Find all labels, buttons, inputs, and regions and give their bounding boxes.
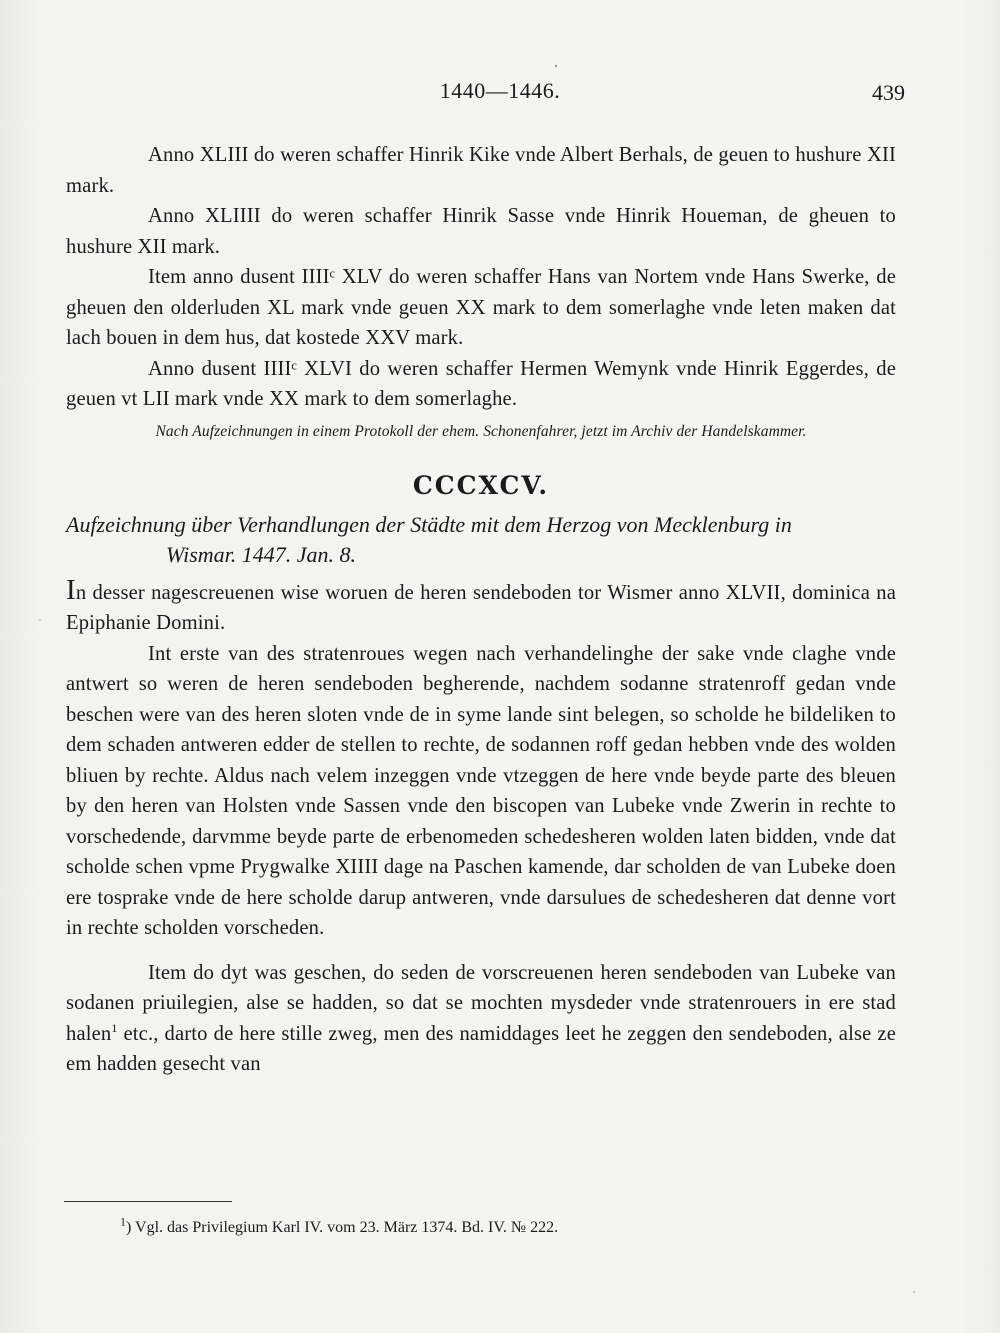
source-note: Nach Aufzeichnungen in einem Protokoll der ehem. Schonenfahrer, jetzt im Archiv der Handelskammer. [155, 422, 807, 440]
page-content [66, 140, 896, 1080]
page-number: 439 [872, 80, 905, 105]
entry-paragraph: Anno dusent IIIIᶜ XLVI do weren schaffer Hermen Wemynk vnde Hinrik Eggerdes, de geuen vt LII mark vnde XX mark to dem somerlaghe. [66, 357, 896, 410]
footnote-reference: 1 [111, 1020, 118, 1035]
body-paragraph [66, 958, 896, 1080]
document-title-line-1: Aufzeichnung über Verhandlungen der Städte mit dem Herzog von Mecklenburg in [66, 511, 792, 537]
footnote-text: ) Vgl. das Privilegium Karl IV. vom 23. März 1374. Bd. IV. № 222. [126, 1219, 559, 1236]
page-header [0, 74, 1000, 108]
entry-paragraph: Item anno dusent IIIIᶜ XLV do weren schaffer Hans van Nortem vnde Hans Swerke, de gheuen den olderluden XL mark vnde geuen XX mark to dem somerlaghe vnde leten maken dat lach bouen in dem hus, dat kostede XXV mark. [66, 266, 896, 349]
body-text: etc., darto de here stille zweg, men des namiddages leet he zeggen den sendeboden, alse ze em hadden gesecht van [66, 1022, 896, 1075]
entry-paragraph: Anno XLIII do weren schaffer Hinrik Kike vnde Albert Berhals, de geuen to hushure XII mark. [66, 144, 896, 197]
footnote [120, 1214, 900, 1238]
initial-letter: I [66, 573, 76, 606]
document-title [66, 510, 896, 570]
footnote-mark: 1 [120, 1214, 126, 1229]
intro-paragraph [66, 573, 896, 639]
body-text: Item do dyt was geschen, do seden de vorscreuenen heren sendeboden van Lubeke van sodanen priuilegien, alse se hadden, so dat se mochten mysdeder vnde stratenrouers in ere stad halen [66, 961, 896, 1045]
footnote-divider [64, 1201, 232, 1202]
document-title-line-2: Wismar. 1447. Jan. 8. [166, 541, 357, 567]
account-entries [66, 140, 896, 415]
intro-text: n desser nagescreuenen wise woruen de heren sendeboden tor Wismer anno XLVII, dominica na Epiphanie Domini. [66, 581, 896, 634]
body-paragraph: Int erste van des stratenroues wegen nach verhandelinghe der sake vnde claghe vnde antwert so weren de heren sendeboden begherende, nachdem sodanne stratenroff gedan vnde beschen were van des heren sloten vnde de in syme lande sint belegen, so scholde he bildeliken to dem schaden antweren edder de stellen to rechte, de sodannen roff gedan hebben vnde des wolden bliuen by rechte. Aldus nach velem inzeggen vnde vtzeggen de here vnde beyde parte des bleuen by den heren van Holsten vnde Sassen vnde den biscopen van Lubeke vnde Zwerin in rechte to vorschedende, darvmme beyde parte de erbenomeden schedesheren wolden laten bidden, vnde dat scholde schen vpme Prygwalke XIIII dage na Paschen kamende, dar scholden de van Lubeke doen ere tosprake vnde de here scholde darup antweren, vnde darsulues de schedesheren dat denne vort in rechte scholden vorscheden. [66, 642, 896, 939]
document-number: CCCXCV. [412, 470, 550, 500]
running-head: 1440—1446. [439, 78, 561, 103]
entry-paragraph: Anno XLIIII do weren schaffer Hinrik Sasse vnde Hinrik Houeman, de gheuen to hushure XII mark. [66, 205, 896, 258]
